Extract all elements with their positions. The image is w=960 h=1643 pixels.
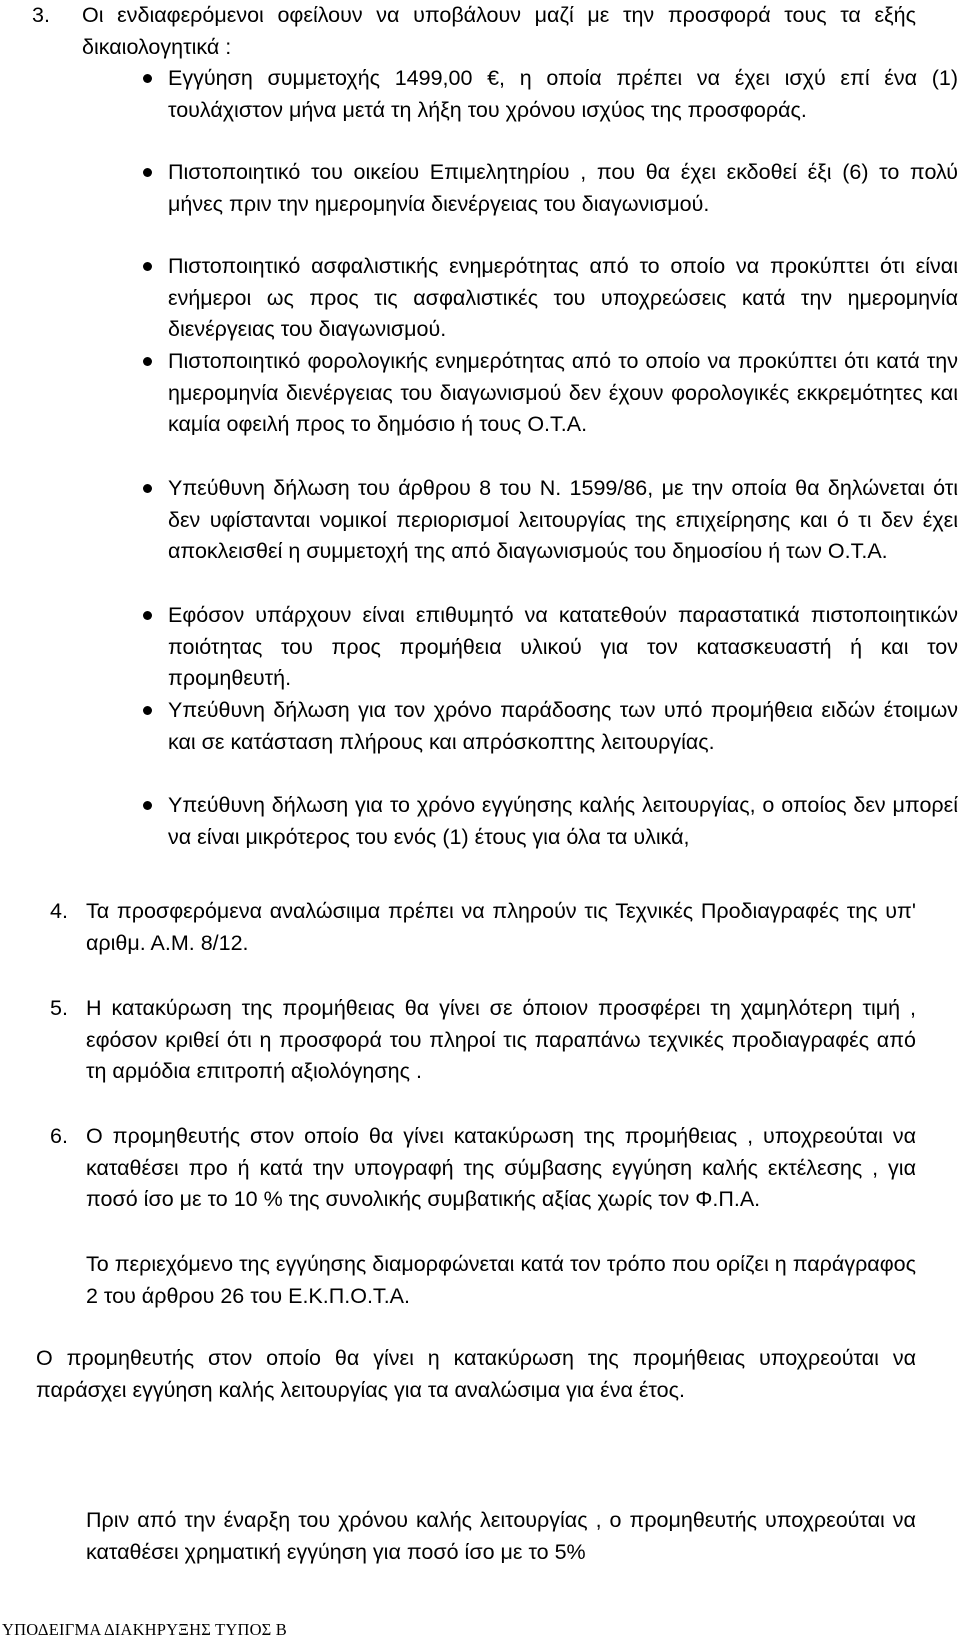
bullet-text: Υπεύθυνη δήλωση του άρθρου 8 του Ν. 1599/86, με την οποία θα δηλώνεται ότι δεν υφίστανται νομικοί περιορισμοί λειτουργίας της επιχείρησης και ό τι δεν έχει αποκλεισθεί η συμμετοχή της από διαγωνισμούς του δημοσίου ή των Ο.Τ.Α. [168,476,958,564]
item-6-number: 6. [50,1124,68,1148]
page-footer: ΥΠΟΔΕΙΓΜΑ ΔΙΑΚΗΡΥΞΗΣ ΤΥΠΟΣ Β [2,1620,288,1639]
item-5-text: Η κατακύρωση της προμήθειας θα γίνει σε όποιον προσφέρει τη χαμηλότερη τιμή , εφόσον κριθεί ότι η προσφορά του πληροί τις παραπάνω τεχνικές προδιαγραφές από τη αρμόδια επιτροπή αξιολόγησης . [86,996,916,1084]
item-6-text: Ο προμηθευτής στον οποίο θα γίνει κατακύρωση της προμήθειας , υποχρεούται να καταθέσει προ ή κατά την υπογραφή της σύμβασης εγγύηση καλής εκτέλεσης , για ποσό ίσο με το 10 % της συνολικής συμβατικής αξίας χωρίς τον Φ.Π.Α. [86,1124,916,1212]
item-6-note: Το περιεχόμενο της εγγύησης διαμορφώνεται κατά τον τρόπο που ορίζει η παράγραφος 2 του άρθρου 26 του Ε.Κ.Π.Ο.Τ.Α. [86,1252,916,1308]
item-4-number: 4. [50,899,68,923]
bullet-text: Υπεύθυνη δήλωση για το χρόνο εγγύησης καλής λειτουργίας, ο οποίος δεν μπορεί να είναι μικρότερος του ενός (1) έτους για όλα τα υλικά, [168,793,958,849]
bullet-text: Πιστοποιητικό του οικείου Επιμελητηρίου , που θα έχει εκδοθεί έξι (6) το πολύ μήνες πριν την ημερομηνία διενέργειας του διαγωνισμού. [168,160,958,216]
bullet-text: Πιστοποιητικό ασφαλιστικής ενημερότητας από το οποίο να προκύπτει ότι είναι ενήμεροι ως προς τις ασφαλιστικές του υποχρεώσεις κατά την ημερομηνία διενέργειας του διαγωνισμού. [168,254,958,342]
item-3-number: 3. [32,3,50,27]
item-5-number: 5. [50,996,68,1020]
bullet-text: Εφόσον υπάρχουν είναι επιθυμητό να κατατεθούν παραστατικά πιστοποιητικών ποιότητας του προς προμήθεια υλικού για τον κατασκευαστή ή και τον προμηθευτή. [168,603,958,691]
warranty-paragraph: Ο προμηθευτής στον οποίο θα γίνει η κατακύρωση της προμήθειας υποχρεούται να παράσχει εγγύηση καλής λειτουργίας για τα αναλώσιμα για ένα έτος. [36,1346,916,1402]
deposit-paragraph: Πριν από την έναρξη του χρόνου καλής λειτουργίας , ο προμηθευτής υποχρεούται να καταθέσει χρηματική εγγύηση για ποσό ίσο με το 5% [86,1508,916,1564]
bullet-text: Υπεύθυνη δήλωση για τον χρόνο παράδοσης των υπό προμήθεια ειδών έτοιμων και σε κατάσταση πλήρους και απρόσκοπτης λειτουργίας. [168,698,958,754]
bullet-text: Εγγύηση συμμετοχής 1499,00 €, η οποία πρέπει να έχει ισχύ επί ένα (1) τουλάχιστον μήνα μετά τη λήξη του χρόνου ισχύος της προσφοράς. [168,66,958,122]
item-4-text: Τα προσφερόμενα αναλώσιιμα πρέπει να πληρούν τις Τεχνικές Προδιαγραφές της υπ' αριθμ. Α.Μ. 8/12. [86,899,916,955]
item-3-text: Οι ενδιαφερόμενοι οφείλουν να υποβάλουν μαζί με την προσφορά τους τα εξής δικαιολογητικά : [82,3,916,59]
bullet-text: Πιστοποιητικό φορολογικής ενημερότητας από το οποίο να προκύπτει ότι κατά την ημερομηνία διενέργειας του διαγωνισμού δεν έχουν φορολογικές εκκρεμότητες και καμία οφειλή προς το δημόσιο ή τους Ο.Τ.Α. [168,349,958,437]
